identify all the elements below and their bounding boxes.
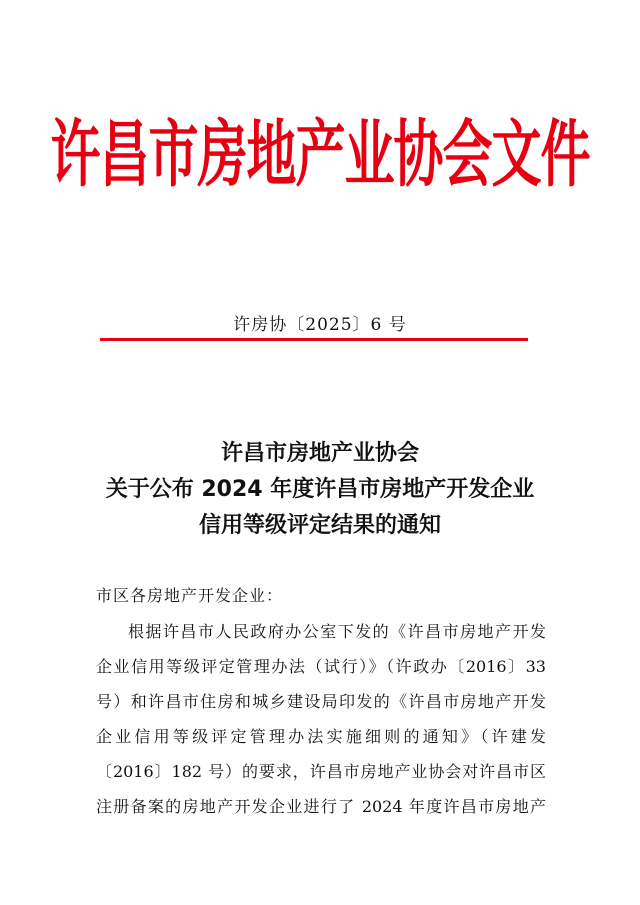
notice-title bbox=[0, 436, 640, 544]
red-divider-line bbox=[100, 338, 528, 341]
document-number: 许房协〔2025〕6 号 bbox=[233, 315, 407, 335]
body-line-1: 根据许昌市人民政府办公室下发的《许昌市房地产开发 bbox=[128, 622, 546, 641]
body-line-4: 企业信用等级评定管理办法实施细则的通知》（许建发 bbox=[96, 727, 546, 746]
body-line-2: 企业信用等级评定管理办法（试行）》（许政办〔2016〕33 bbox=[96, 657, 546, 676]
notice-title-line-3: 信用等级评定结果的通知 bbox=[198, 513, 441, 538]
body-line-5: 〔2016〕182 号）的要求，许昌市房地产业协会对许昌市区 bbox=[96, 762, 546, 781]
organization-header-title: 许昌市房地产业协会文件 bbox=[50, 112, 590, 197]
notice-title-line-2: 关于公布 2024 年度许昌市房地产开发企业 bbox=[105, 477, 535, 502]
notice-title-line-1: 许昌市房地产业协会 bbox=[220, 441, 419, 466]
body-line-3: 号）和许昌市住房和城乡建设局印发的《许昌市房地产开发 bbox=[96, 692, 546, 711]
notice-body bbox=[96, 578, 546, 824]
salutation: 市区各房地产开发企业： bbox=[96, 586, 284, 605]
body-line-6: 注册备案的房地产开发企业进行了 2024 年度许昌市房地产 bbox=[96, 797, 546, 816]
